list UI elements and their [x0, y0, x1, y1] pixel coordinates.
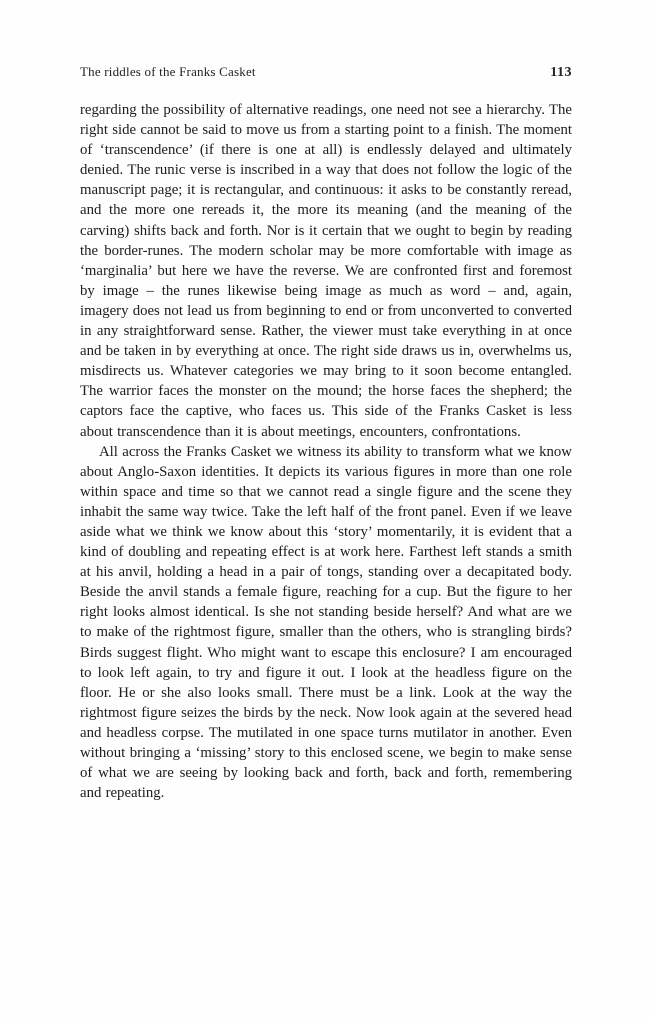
- body-text: [80, 100, 572, 803]
- paragraph-2: All across the Franks Casket we witness its ability to transform what we know about Anglo-Saxon identities. It depicts its various figures in more than one role within space and time so that we cannot read a single figure and the scene they inhabit the same way twice. Take the left half of the front panel. Even if we leave aside what we think we know about this ‘story’ momentarily, it is evident that a kind of doubling and repeating effect is at work here. Farthest left stands a smith at his anvil, holding a head in a pair of tongs, standing over a decapitated body. Beside the anvil stands a female figure, reaching for a cup. But the figure to her right looks almost identical. Is she not standing beside herself? And what are we to make of the rightmost figure, smaller than the others, who is strangling birds? Birds suggest flight. Who might want to escape this enclosure? I am encouraged to look left again, to try and figure it out. I look at the headless figure on the floor. He or she also looks small. There must be a link. Look at the way the rightmost figure seizes the birds by the neck. Now look again at the severed head and headless corpse. The mutilated in one space turns mutilator in another. Even without bringing a ‘missing’ story to this enclosed scene, we begin to make sense of what we are seeing by looking back and forth, back and forth, remembering and repeating.: [80, 443, 572, 802]
- page-header: [80, 64, 572, 81]
- paragraph-1: regarding the possibility of alternative readings, one need not see a hierarchy. The right side cannot be said to move us from a starting point to a finish. The moment of ‘transcendence’ (if there is one at all) is endlessly delayed and ultimately denied. The runic verse is inscribed in a way that does not follow the logic of the manuscript page; it is rectangular, and continuous: it asks to be constantly reread, and the more one rereads it, the more its meaning (and the meaning of the carving) shifts back and forth. Nor is it certain that we ought to begin by reading the border-runes. The modern scholar may be more comfortable with image as ‘marginalia’ but here we have the reverse. We are confronted first and foremost by image – the runes likewise being image as much as word – and, again, imagery does not lead us from beginning to end or from unconverted to converted in any straightforward sense. Rather, the viewer must take everything in at once and be taken in by everything at once. The right side draws us in, overwhelms us, misdirects us. Whatever categories we may bring to it soon become entangled. The warrior faces the monster on the mound; the horse faces the shepherd; the captors face the captive, who faces us. This side of the Franks Casket is less about transcendence than it is about meetings, encounters, confrontations.: [80, 102, 572, 440]
- page-number: 113: [550, 65, 572, 80]
- running-title: The riddles of the Franks Casket: [80, 64, 256, 79]
